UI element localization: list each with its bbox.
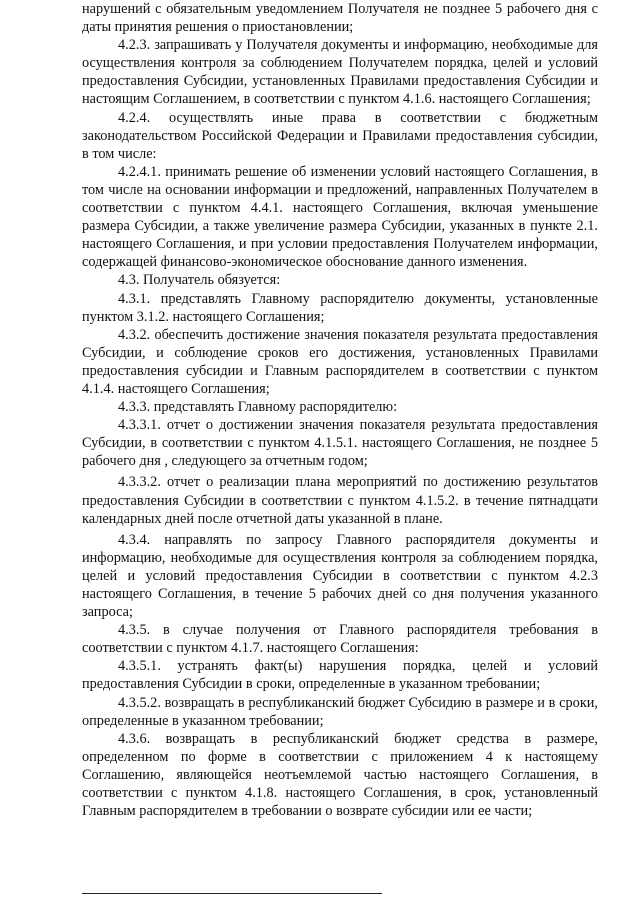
document-page xyxy=(82,0,598,905)
footnote-rule xyxy=(82,893,382,894)
clause-4-2-3: 4.2.3. запрашивать у Получателя документы и информацию, необходимые для осуществления контроля за соблюдением Получателем порядка, целей и условий предоставления Субсидии, установленных Правилами предоставления Субсидии и настоящим Соглашением, в соответствии с пунктом 4.1.6. настоящего Соглашения; xyxy=(82,37,598,108)
clause-4-2-4-1: 4.2.4.1. принимать решение об изменении условий настоящего Соглашения, в том числе на основании информации и предложений, направленных Получателем в соответствии с пунктом 4.4.1. настоящего Соглашения, включая уменьшение размера Субсидии, а также увеличение размера Субсидии, указанных в пункте 2.1. настоящего Соглашения, и при условии предоставления Получателем информации, содержащей финансово-экономическое обоснование данного изменения. xyxy=(82,163,598,271)
clause-4-3-4: 4.3.4. направлять по запросу Главного распорядителя документы и информацию, необходимые для осуществления контроля за соблюдением порядка, целей и условий предоставления Субсидии в соответствии с пунктом 4.2.3 настоящего Соглашения, в течение 5 рабочих дней со дня получения указанного запроса; xyxy=(82,531,598,621)
clause-4-3-5: 4.3.5. в случае получения от Главного распорядителя требования в соответствии с пунктом 4.1.7. настоящего Соглашения: xyxy=(82,622,598,657)
clause-4-3-1: 4.3.1. представлять Главному распорядителю документы, установленные пунктом 3.1.2. настоящего Соглашения; xyxy=(82,290,598,325)
clause-4-3-6: 4.3.6. возвращать в республиканский бюджет средства в размере, определенном по форме в соответствии с приложением 4 к настоящему Соглашению, являющейся неотъемлемой частью настоящего Соглашения, в соответствии с пунктом 4.1.8. настоящего Соглашения, в срок, установленный Главным распорядителем в требовании о возврате субсидии или ее части; xyxy=(82,730,598,820)
clause-4-2-4: 4.2.4. осуществлять иные права в соответствии с бюджетным законодательством Российской Федерации и Правилами предоставления субсидии, в том числе: xyxy=(82,109,598,162)
clause-4-3-5-2: 4.3.5.2. возвращать в республиканский бюджет Субсидию в размере и в сроки, определенные в указанном требовании; xyxy=(82,694,598,729)
paragraph-continuation: нарушений с обязательным уведомлением Получателя не позднее 5 рабочего дня с даты принятия решения о приостановлении; xyxy=(82,1,598,36)
clause-4-3-3-1: 4.3.3.1. отчет о достижении значения показателя результата предоставления Субсидии, в соответствии с пунктом 4.1.5.1. настоящего Соглашения, не позднее 5 рабочего дня , следующего за отчетным годом; xyxy=(82,417,598,470)
clause-4-3-3: 4.3.3. представлять Главному распорядителю: xyxy=(118,399,398,416)
clause-4-3-5-1: 4.3.5.1. устранять факт(ы) нарушения порядка, целей и условий предоставления Субсидии в сроки, определенные в указанном требовании; xyxy=(82,658,598,693)
clause-4-3-3-2: 4.3.3.2. отчет о реализации плана мероприятий по достижению результатов предоставления Субсидии в соответствии с пунктом 4.1.5.2. в течение пятнадцати календарных дней после отчетной даты указанной в плане. xyxy=(82,474,598,527)
clause-4-3: 4.3. Получатель обязуется: xyxy=(118,272,281,289)
clause-4-3-2: 4.3.2. обеспечить достижение значения показателя результата предоставления Субсидии, и соблюдение сроков его достижения, установленных Правилами предоставления субсидии и Главным распорядителем в соответствии с пунктом 4.1.4. настоящего Соглашения; xyxy=(82,326,598,397)
